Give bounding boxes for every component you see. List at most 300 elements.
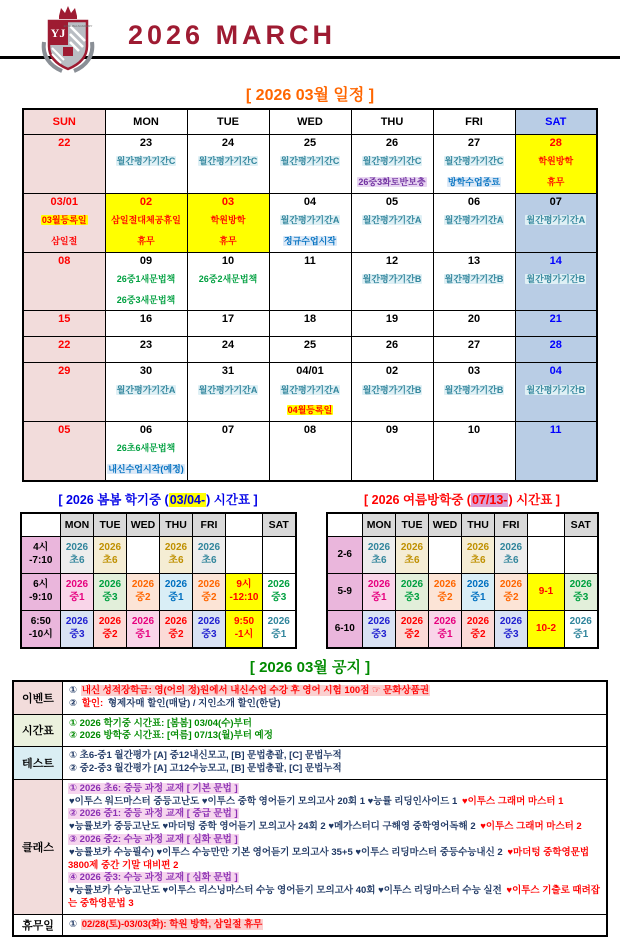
calendar-date-cell: [515, 311, 597, 337]
timetable-class-cell: [226, 536, 263, 573]
timetable-class-cell: [565, 573, 598, 610]
calendar-event-text: 월간평가기간C: [280, 156, 340, 167]
timetable-summer-title-prefix: [ 2026 여름방학중 (: [364, 492, 471, 507]
time-line: -9:10: [29, 591, 53, 603]
calendar-date-cell: [433, 363, 515, 422]
timetable-class-cell: [127, 610, 160, 648]
class-line: 초6: [69, 554, 85, 566]
class-line: 중1: [470, 591, 486, 603]
time-line: 5-9: [337, 585, 352, 597]
calendar-date-cell: [269, 363, 351, 422]
timetable-class-cell: [528, 536, 565, 573]
class-line: 중2: [437, 591, 453, 603]
class-line: 2026: [164, 542, 188, 554]
timetable-day-header: [327, 513, 363, 537]
calendar-week-row: [23, 337, 597, 363]
notice-row-content: [63, 714, 608, 747]
class-line: 초6: [470, 554, 486, 566]
class-line: 중3: [503, 628, 519, 640]
calendar-date-number: 23: [139, 137, 153, 149]
calendar-event-text: 휴무: [547, 176, 565, 187]
notice-line: [68, 847, 601, 873]
notice-segment: ③ 2026 중2: 수능 과정 교재 [ 심화 문법 ]: [69, 834, 238, 846]
notice-segment: 02/28(토)-03/03(화): 학원 방학, 삼일절 휴무: [81, 918, 263, 930]
class-line: 2026: [98, 542, 122, 554]
calendar-header-row: [23, 109, 597, 135]
timetable-class-cell: [396, 610, 429, 648]
timetable-summer: [316, 490, 608, 649]
calendar-event-text: 26초6새문법책: [116, 443, 176, 454]
calendar-date-number: 18: [303, 313, 317, 326]
timetable-spring-title: [12, 490, 304, 508]
class-line: -12:10: [229, 591, 259, 603]
notice-line: [68, 685, 601, 698]
class-line: 중3: [201, 628, 217, 640]
timetable-time-label: [21, 573, 61, 610]
timetable-class-cell: [495, 536, 528, 573]
notice-segment: ♥마더텅 중학영문법 3800제 중간 기말 대비편 2: [68, 846, 590, 871]
timetable-header-row: [21, 513, 296, 537]
calendar-event: [270, 230, 351, 251]
calendar-event: [270, 150, 351, 171]
class-line: 2026: [164, 579, 188, 591]
calendar-date-number: 23: [139, 339, 153, 352]
notice-segment: ② 중2-중3 월간평가 [A] 고12수능모고, [B] 문법총괄, [C] 문법누적: [69, 762, 342, 774]
calendar-date-number: 03: [467, 365, 481, 378]
calendar-date-number: 08: [58, 254, 71, 267]
class-line: 중1: [69, 591, 85, 603]
notice-segment: ♥이투스 그래머 마스터 1: [461, 795, 564, 807]
timetable-day-header: FRI: [193, 513, 226, 537]
calendar-date-cell: [515, 363, 597, 422]
timetable-class-cell: [94, 573, 127, 610]
calendar-event-text: 방학수업종료: [447, 176, 501, 187]
class-line: 중3: [271, 591, 287, 603]
notice-row-label: 이벤트: [13, 681, 63, 714]
timetable-row: [327, 610, 598, 648]
notice-line: [68, 808, 601, 821]
calendar-week-row: [23, 422, 597, 481]
calendar-date-number: 02: [139, 195, 153, 208]
calendar-date-cell: [187, 311, 269, 337]
class-line: 중2: [404, 628, 420, 640]
timetable-summer-title-suffix: ) 시간표 ]: [508, 492, 560, 507]
class-line: 중1: [271, 628, 287, 640]
class-line: 9시: [236, 579, 252, 591]
calendar-event: [516, 171, 597, 192]
class-line: 2026: [131, 616, 155, 628]
timetable-class-cell: [61, 536, 94, 573]
calendar-event-text: 휴무: [137, 235, 155, 246]
timetable-class-cell: [193, 610, 226, 648]
notice-row: [13, 714, 607, 747]
class-line: 중2: [201, 591, 217, 603]
class-line: 중1: [168, 591, 184, 603]
calendar-event-text: 월간평가기간A: [444, 214, 504, 225]
calendar-date-cell: [105, 311, 187, 337]
notice-segment: ②: [69, 697, 80, 709]
calendar-date-cell: [515, 337, 597, 363]
notice-segment: ♥능률보카 수능필수) ♥이투스 수능만만 기본 영어듣기 모의고사 35+5 ♥이투스 리딩마스터 중등수능내신 2: [69, 846, 506, 858]
class-line: 2026: [433, 579, 457, 591]
timetable-class-cell: [226, 573, 263, 610]
class-line: 초6: [102, 554, 118, 566]
calendar-day-header: FRI: [433, 109, 515, 135]
calendar-date-cell: [269, 252, 351, 311]
calendar-date-cell: [105, 252, 187, 311]
notice-segment: ①: [69, 684, 80, 696]
timetable-class-cell: [94, 610, 127, 648]
notice-line: [68, 821, 601, 834]
calendar-week-row: [23, 193, 597, 252]
calendar-date-number: 22: [58, 339, 71, 352]
notice-row-content: [63, 914, 608, 936]
timetable-summer-title-highlight: 07/13-: [471, 492, 508, 507]
calendar-date-number: 31: [221, 365, 235, 378]
calendar-date-cell: [105, 193, 187, 252]
timetable-class-cell: [160, 573, 193, 610]
timetable-class-cell: [565, 610, 598, 648]
calendar-week-row: [23, 363, 597, 422]
calendar-date-cell: [269, 135, 351, 194]
calendar-date-number: 26: [385, 339, 399, 352]
notice-segment: ④ 2026 중3: 수능 과정 교재 [ 심화 문법 ]: [69, 872, 238, 884]
calendar-date-cell: [105, 337, 187, 363]
calendar-date-cell: [187, 422, 269, 481]
calendar-event: [270, 209, 351, 230]
timetable-class-cell: [565, 536, 598, 573]
timetable-row: [21, 536, 296, 573]
academy-logo: [30, 4, 104, 81]
class-line: 중2: [168, 628, 184, 640]
class-line: 2026: [400, 542, 424, 554]
timetable-class-cell: [263, 573, 296, 610]
class-line: 2026: [197, 579, 221, 591]
calendar-event-text: 월간평가기간B: [526, 273, 586, 284]
time-line: 2-6: [337, 548, 352, 560]
calendar-event: [188, 230, 269, 251]
calendar-date-number: 12: [385, 254, 399, 267]
calendar-event: [516, 209, 597, 230]
timetable-class-cell: [127, 573, 160, 610]
calendar-event-text: 26중2새문법책: [198, 273, 258, 284]
timetable-spring-title-highlight: 03/04-: [169, 492, 206, 507]
calendar-date-number: 19: [385, 313, 399, 326]
notice-segment: ♥이투스 기출로 때려잡는 중학영문법 3: [68, 885, 600, 910]
calendar-event-text: 월간평가기간C: [362, 156, 422, 167]
calendar-date-number: 03/01: [50, 195, 79, 208]
calendar-date-number: 05: [385, 195, 399, 208]
calendar-date-number: 24: [221, 137, 235, 149]
calendar-date-cell: [351, 252, 433, 311]
calendar-date-cell: [23, 311, 105, 337]
class-line: 중1: [371, 591, 387, 603]
class-line: 중2: [503, 591, 519, 603]
calendar-date-cell: [187, 135, 269, 194]
class-line: -1시: [234, 628, 254, 640]
class-line: 2026: [569, 616, 592, 628]
calendar-date-number: 25: [303, 339, 317, 352]
notice-row: [13, 747, 607, 780]
class-line: 중3: [102, 591, 118, 603]
calendar-date-cell: [23, 337, 105, 363]
calendar-event-text: 월간평가기간A: [526, 214, 586, 225]
calendar-event: [270, 399, 351, 420]
class-line: 초6: [404, 554, 420, 566]
timetable-class-cell: [462, 573, 495, 610]
timetable-time-label: [21, 610, 61, 648]
class-line: 중2: [102, 628, 118, 640]
calendar-event-text: 월간평가기간A: [198, 384, 258, 395]
calendar-day-header: WED: [269, 109, 351, 135]
svg-text:YJ: YJ: [50, 26, 66, 40]
calendar-date-number: 03: [221, 195, 235, 208]
notice-segment: ①: [69, 918, 80, 930]
calendar-event-text: 월간평가기간A: [280, 214, 340, 225]
class-line: 2026: [466, 542, 490, 554]
calendar-date-cell: [187, 252, 269, 311]
timetable-spring: [12, 490, 304, 649]
calendar-event: [516, 150, 597, 171]
calendar-event-text: 월간평가기간C: [444, 156, 504, 167]
svg-text:ENGLISH ACADEMY: ENGLISH ACADEMY: [63, 24, 93, 28]
calendar-date-number: 06: [139, 424, 153, 437]
timetable-time-label: [327, 573, 363, 610]
class-line: 중2: [470, 628, 486, 640]
class-line: 초6: [168, 554, 184, 566]
page-title: 2026 MARCH: [128, 20, 337, 50]
timetable-class-cell: [94, 536, 127, 573]
class-line: 2026: [569, 579, 592, 591]
notice-row-content: [63, 779, 608, 914]
calendar-date-number: 28: [549, 137, 562, 149]
class-line: 중2: [135, 591, 151, 603]
timetable-day-header: TUE: [396, 513, 429, 537]
timetable-day-header: WED: [429, 513, 462, 537]
calendar-event: [188, 209, 269, 230]
class-line: 2026: [65, 579, 89, 591]
class-line: 2026: [499, 542, 523, 554]
class-line: 2026: [267, 616, 290, 628]
calendar-date-cell: [433, 337, 515, 363]
class-line: 2026: [400, 616, 424, 628]
calendar-event: [434, 150, 515, 171]
calendar-date-number: 27: [467, 339, 481, 352]
calendar-date-number: 22: [58, 137, 71, 149]
timetable-row: [21, 573, 296, 610]
timetable-row: [327, 536, 598, 573]
notice-line: [68, 718, 601, 731]
timetable-day-header: WED: [127, 513, 160, 537]
calendar-event: [106, 209, 187, 230]
timetable-class-cell: [396, 536, 429, 573]
timetable-day-header: SAT: [263, 513, 296, 537]
calendar-date-cell: [515, 193, 597, 252]
timetable-class-cell: [363, 610, 396, 648]
class-line: 2026: [466, 616, 490, 628]
calendar-date-cell: [351, 193, 433, 252]
timetable-class-cell: [396, 573, 429, 610]
time-line: -7:10: [29, 554, 53, 566]
calendar-date-cell: [515, 422, 597, 481]
calendar-day-header: SAT: [515, 109, 597, 135]
calendar-date-number: 26: [385, 137, 399, 149]
calendar-event-text: 월간평가기간C: [198, 156, 258, 167]
calendar-event-text: 삼일절대체공휴일: [111, 214, 181, 225]
timetable-class-cell: [263, 610, 296, 648]
class-line: 중1: [573, 628, 589, 640]
calendar-date-number: 05: [58, 424, 71, 437]
notice-segment: ② 2026 방학중 시간표: [여름] 07/13(월)부터 예정: [69, 730, 273, 742]
calendar-date-number: 10: [467, 424, 481, 437]
calendar-event-text: 26중3새문법책: [116, 294, 176, 305]
class-line: 2026: [98, 579, 122, 591]
calendar-date-number: 09: [385, 424, 399, 437]
calendar-day-header: MON: [105, 109, 187, 135]
calendar-event: [434, 171, 515, 192]
calendar-day-header: THU: [351, 109, 433, 135]
class-line: 2026: [131, 579, 155, 591]
calendar-event: [106, 289, 187, 310]
timetable-class-cell: [495, 610, 528, 648]
calendar-date-number: 04: [303, 195, 317, 208]
calendar-date-cell: [23, 193, 105, 252]
calendar-date-cell: [351, 135, 433, 194]
calendar-event-text: 03월등록일: [41, 214, 87, 225]
timetable-day-header: [21, 513, 61, 537]
class-line: 2026: [367, 542, 391, 554]
notice-segment: ① 2026 학기중 시간표: [봄봄] 03/04(수)부터: [69, 717, 252, 729]
notice-row: [13, 914, 607, 936]
timetable-class-cell: [193, 536, 226, 573]
timetable-time-label: [327, 536, 363, 573]
calendar-event: [188, 268, 269, 289]
calendar-date-cell: [23, 363, 105, 422]
calendar-event: [188, 379, 269, 400]
calendar-event-text: 월간평가기간C: [116, 156, 176, 167]
class-line: 2026: [164, 616, 188, 628]
calendar-event: [352, 150, 433, 171]
class-line: 2026: [267, 579, 290, 591]
timetable-day-header: MON: [61, 513, 94, 537]
class-line: 중3: [371, 628, 387, 640]
calendar-event-text: 04월등록일: [287, 405, 333, 416]
timetable-header-row: [327, 513, 598, 537]
class-line: 2026: [197, 542, 221, 554]
calendar-event-text: 월간평가기간B: [362, 384, 422, 395]
calendar-week-row: [23, 252, 597, 311]
class-line: 2026: [499, 579, 523, 591]
class-line: 2026: [466, 579, 490, 591]
notice-line: [68, 796, 601, 809]
timetable-class-cell: [263, 536, 296, 573]
timetable-class-cell: [462, 536, 495, 573]
timetable-class-cell: [429, 536, 462, 573]
calendar-event: [106, 268, 187, 289]
calendar-event-text: 26중1새문법책: [116, 273, 176, 284]
calendar-date-number: 30: [139, 365, 153, 378]
notice-line: [68, 919, 601, 932]
notice-line: [68, 885, 601, 911]
calendar-date-number: 11: [549, 424, 562, 437]
calendar-date-cell: [433, 193, 515, 252]
calendar-event-text: 삼일절: [51, 235, 78, 246]
timetable-class-cell: [127, 536, 160, 573]
notice-table: [12, 680, 608, 937]
timetable-class-cell: [462, 610, 495, 648]
timetable-class-cell: [160, 536, 193, 573]
timetable-day-header: THU: [462, 513, 495, 537]
calendar-event: [352, 171, 433, 192]
calendar-date-number: 29: [58, 365, 71, 378]
timetable-class-cell: [226, 610, 263, 648]
calendar-date-cell: [351, 422, 433, 481]
calendar-date-number: 17: [221, 313, 235, 326]
calendar-date-cell: [105, 135, 187, 194]
calendar-date-cell: [433, 252, 515, 311]
calendar-date-number: 24: [221, 339, 235, 352]
notice-row: [13, 681, 607, 714]
notice-row-label: 테스트: [13, 747, 63, 780]
calendar-day-header: TUE: [187, 109, 269, 135]
calendar-date-number: 15: [58, 313, 71, 326]
calendar-event: [106, 230, 187, 251]
calendar-event: [106, 458, 187, 479]
calendar-event: [24, 209, 105, 230]
timetable-class-cell: [528, 610, 565, 648]
calendar-event: [434, 209, 515, 230]
calendar-date-number: 07: [221, 424, 235, 437]
calendar-date-number: 07: [549, 195, 562, 208]
timetable-class-cell: [363, 536, 396, 573]
calendar-event-text: 월간평가기간B: [526, 384, 586, 395]
class-line: 중1: [437, 628, 453, 640]
timetable-day-header: THU: [160, 513, 193, 537]
calendar-event-text: 26중3화토반보충: [358, 176, 426, 187]
class-line: 초6: [503, 554, 519, 566]
calendar-date-cell: [23, 252, 105, 311]
calendar-day-header: SUN: [23, 109, 105, 135]
calendar-event-text: 학원방학: [538, 156, 574, 167]
calendar-date-number: 13: [467, 254, 481, 267]
class-line: 초6: [201, 554, 217, 566]
calendar-event: [434, 268, 515, 289]
class-line: 중3: [573, 591, 589, 603]
notice-segment: ♥능률보카 중등고난도 ♥마더텅 중학 영어듣기 모의고사 24회 2 ♥메가스터디 구해영 중학영어독해 2: [69, 821, 479, 833]
calendar-event-text: 월간평가기간B: [362, 273, 422, 284]
shield-crest-icon: [30, 4, 104, 76]
timetable-time-label: [21, 536, 61, 573]
calendar-date-cell: [351, 337, 433, 363]
time-line: 6-10: [334, 622, 355, 634]
calendar-event: [106, 150, 187, 171]
calendar-event: [270, 379, 351, 400]
notice-row-label: 시간표: [13, 714, 63, 747]
calendar-date-cell: [433, 311, 515, 337]
time-line: 4시: [33, 542, 49, 554]
calendar-event: [188, 150, 269, 171]
timetable-day-header: MON: [363, 513, 396, 537]
calendar-event-text: 월간평가기간A: [280, 384, 340, 395]
calendar-date-cell: [269, 337, 351, 363]
calendar-event-text: 정규수업시작: [283, 235, 337, 246]
notice-segment: ② 2026 중1: 중등 과정 교재 [ 중급 문법 ]: [69, 808, 238, 820]
class-line: 2026: [197, 616, 221, 628]
calendar-date-number: 27: [467, 137, 481, 149]
calendar-week-row: [23, 311, 597, 337]
calendar-week-row: [23, 135, 597, 194]
calendar-date-cell: [515, 135, 597, 194]
